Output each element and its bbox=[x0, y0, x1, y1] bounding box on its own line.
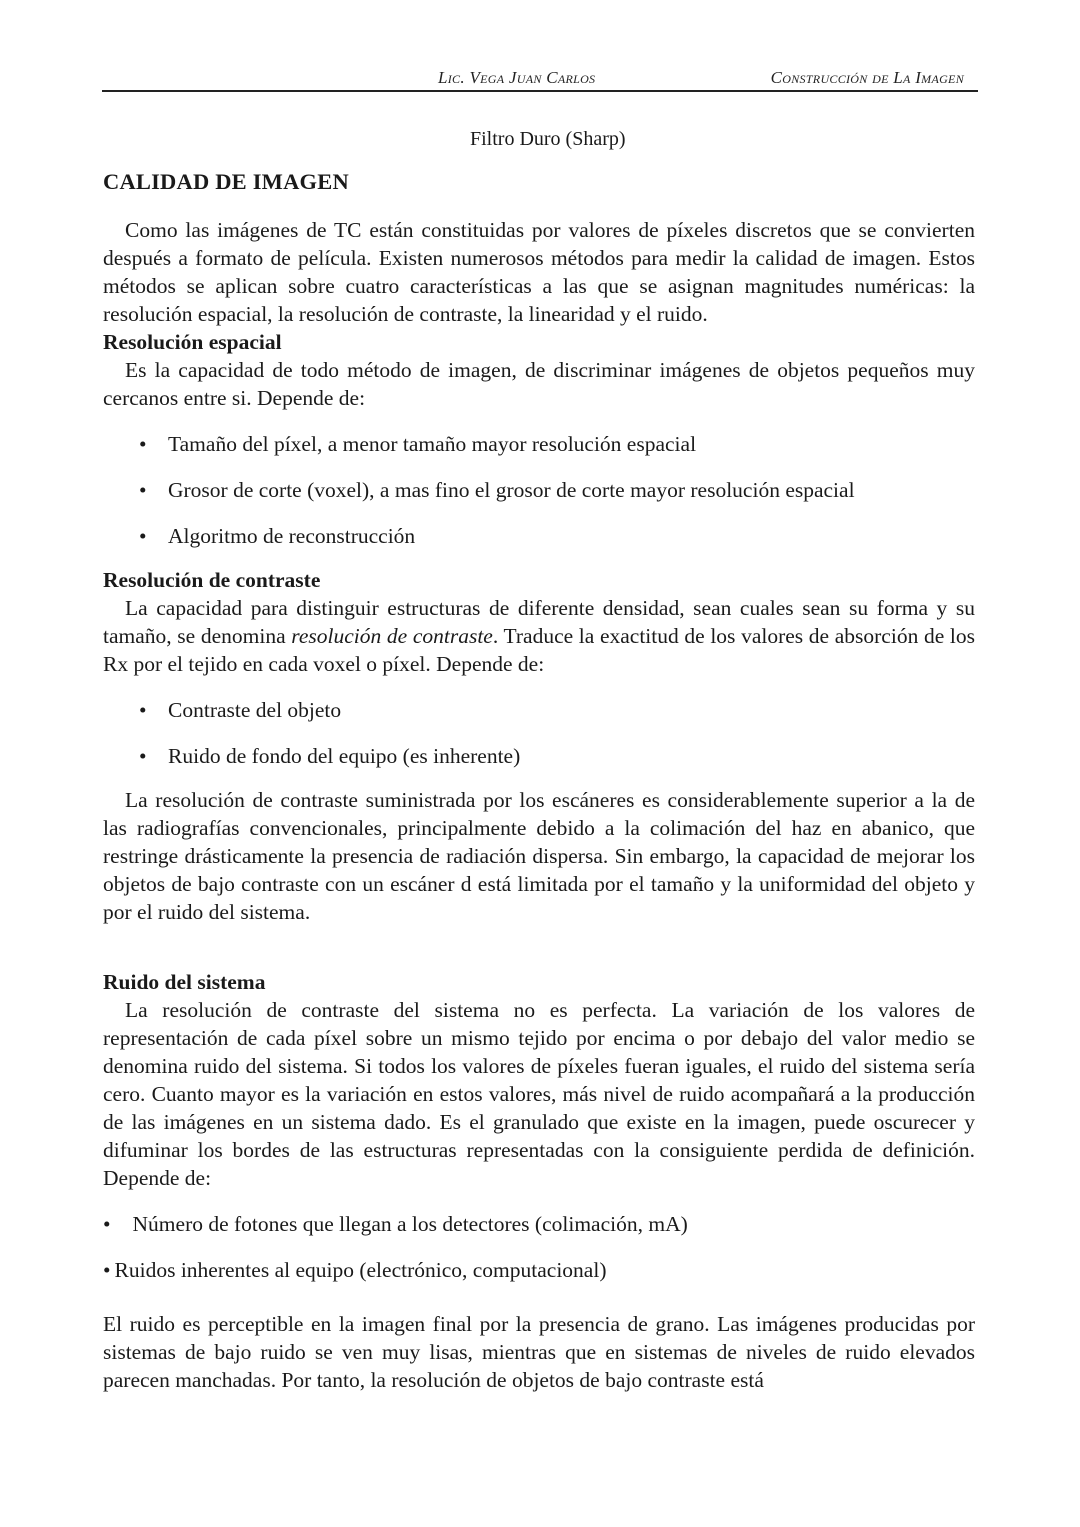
spatial-factors-list bbox=[103, 430, 975, 568]
list-item: • Tamaño del píxel, a menor tamaño mayor resolución espacial bbox=[139, 432, 697, 456]
header-author: Lic. Vega Juan Carlos bbox=[438, 68, 596, 87]
header-chapter: Construcción de La Imagen bbox=[770, 68, 964, 87]
list-item: • Contraste del objeto bbox=[139, 698, 342, 722]
spatial-resolution-heading: Resolución espacial bbox=[103, 330, 282, 354]
bullet-icon: • bbox=[139, 432, 147, 456]
list-item: • Algoritmo de reconstrucción bbox=[139, 524, 416, 548]
noise-paragraph-2: El ruido es perceptible en la imagen final por la presencia de grano. Las imágenes producidas por sistemas de bajo ruido se ven muy lisas, mientras que en sistemas de niveles de ruido elevados parecen manchadas. Por tanto, la resolución de objetos de bajo contraste está bbox=[103, 1312, 975, 1392]
bullet-icon: • bbox=[139, 524, 147, 548]
contrast-paragraph-2: La resolución de contraste suministrada por los escáneres es considerablemente superior a la de las radiografías convencionales, principalmente debido a la colimación del haz en abanico, que restringe drásticamente la presencia de radiación dispersa. Sin embargo, la capacidad de mejorar los objetos de bajo contraste con un escáner d está limitada por el tamaño y la uniformidad del objeto y por el ruido del sistema. bbox=[103, 788, 975, 924]
document-body bbox=[103, 168, 975, 1394]
bullet-icon: • bbox=[139, 698, 147, 722]
system-noise-paragraph: La resolución de contraste del sistema no es perfecta. La variación de los valores de representación de cada píxel sobre un mismo tejido por encima o por debajo del valor medio se denomina ruido del sistema. Si todos los valores de píxeles fueran iguales, el ruido del sistema sería cero. Cuanto mayor es la variación en estos valores, más nivel de ruido acompañará a la producción de las imágenes en un sistema dado. Es el granulado que existe en la imagen, puede oscurecer y difuminar los bordes de las estructuras representadas con la consiguiente perdida de definición. Depende de: bbox=[103, 998, 975, 1190]
contrast-resolution-paragraph: La capacidad para distinguir estructuras de diferente densidad, sean cuales sean su forma y su tamaño, se denomina resolución de contraste. Traduce la exactitud de los valores de absorción de los Rx por el tejido en cada voxel o píxel. Depende de: bbox=[103, 596, 975, 676]
list-item: • Número de fotones que llegan a los detectores (colimación, mA) bbox=[103, 1212, 688, 1236]
list-item: • Grosor de corte (voxel), a mas fino el grosor de corte mayor resolución espacial bbox=[139, 478, 855, 502]
contrast-factors-list bbox=[103, 696, 975, 788]
bullet-icon: • bbox=[103, 1258, 111, 1282]
bullet-icon: • bbox=[103, 1212, 111, 1236]
section-title: CALIDAD DE IMAGEN bbox=[103, 169, 349, 194]
page-header bbox=[102, 62, 978, 92]
figure-caption: Filtro Duro (Sharp) bbox=[470, 128, 626, 150]
contrast-resolution-heading: Resolución de contraste bbox=[103, 568, 321, 592]
list-item: • Ruido de fondo del equipo (es inherente) bbox=[139, 744, 521, 768]
emphasized-term: resolución de contraste bbox=[291, 624, 493, 648]
system-noise-heading: Ruido del sistema bbox=[103, 970, 266, 994]
bullet-icon: • bbox=[139, 478, 147, 502]
bullet-icon: • bbox=[139, 744, 147, 768]
noise-factors-list bbox=[103, 1210, 975, 1302]
intro-paragraph: Como las imágenes de TC están constituidas por valores de píxeles discretos que se convierten después a formato de película. Existen numerosos métodos para medir la calidad de imagen. Estos métodos se aplican sobre cuatro características a las que se asignan magnitudes numéricas: la resolución espacial, la resolución de contraste, la linearidad y el ruido. bbox=[103, 218, 975, 326]
list-item: • Ruidos inherentes al equipo (electrónico, computacional) bbox=[103, 1258, 607, 1282]
spatial-resolution-paragraph: Es la capacidad de todo método de imagen, de discriminar imágenes de objetos pequeños muy cercanos entre si. Depende de: bbox=[103, 358, 975, 410]
